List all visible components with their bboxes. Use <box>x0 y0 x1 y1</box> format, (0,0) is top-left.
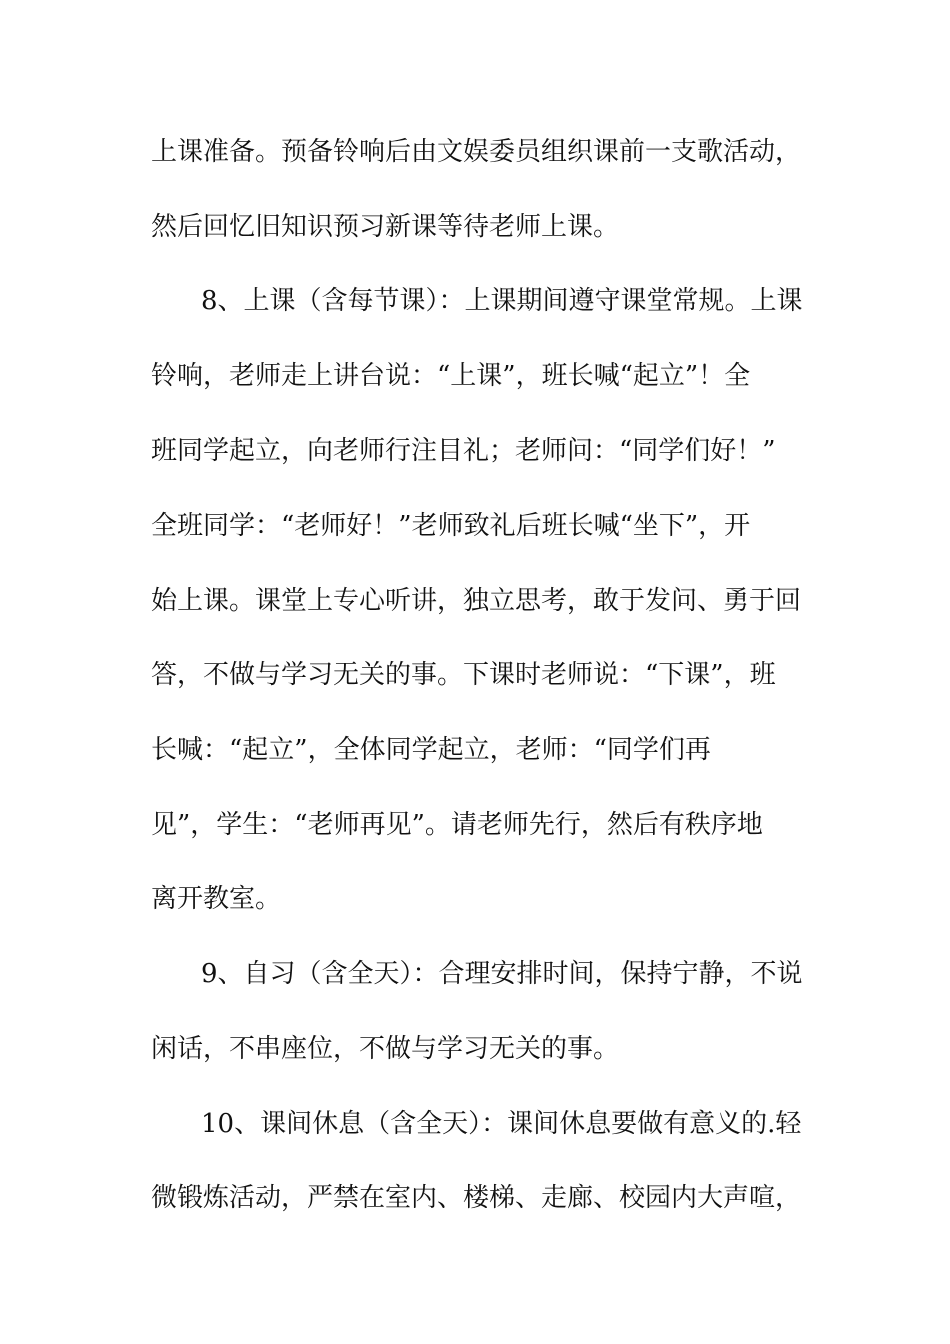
text-line: 见”，学生：“老师再见”。请老师先行，然后有秩序地 <box>151 810 763 840</box>
text-line: 离开教室。 <box>151 884 282 914</box>
paragraph-8-heading-line: 8、上课（含每节课）：上课期间遵守课堂常规。上课 <box>201 286 803 316</box>
text-line: 长喊：“起立”，全体同学起立，老师：“同学们再 <box>151 735 711 765</box>
text-line: 班同学起立，向老师行注目礼；老师问：“同学们好！” <box>151 436 776 466</box>
text-line: 始上课。课堂上专心听讲，独立思考，敢于发问、勇于回 <box>151 586 802 616</box>
paragraph-9-heading-line: 9、自习（含全天）：合理安排时间，保持宁静，不说 <box>201 959 803 989</box>
text-line: 答，不做与学习无关的事。下课时老师说：“下课”，班 <box>151 660 776 690</box>
text-line: 闲话，不串座位，不做与学习无关的事。 <box>151 1034 620 1064</box>
text-line: 全班同学：“老师好！”老师致礼后班长喊“坐下”，开 <box>151 511 751 541</box>
text-line: 然后回忆旧知识预习新课等待老师上课。 <box>151 212 620 242</box>
text-line: 上课准备。预备铃响后由文娱委员组织课前一支歌活动， <box>151 137 802 167</box>
text-line: 微锻炼活动，严禁在室内、楼梯、走廊、校园内大声喧， <box>151 1183 802 1213</box>
paragraph-10-heading-line: 10、课间休息（含全天）：课间休息要做有意义的.轻 <box>201 1109 802 1139</box>
text-line: 铃响，老师走上讲台说：“上课”，班长喊“起立”！全 <box>151 361 751 391</box>
